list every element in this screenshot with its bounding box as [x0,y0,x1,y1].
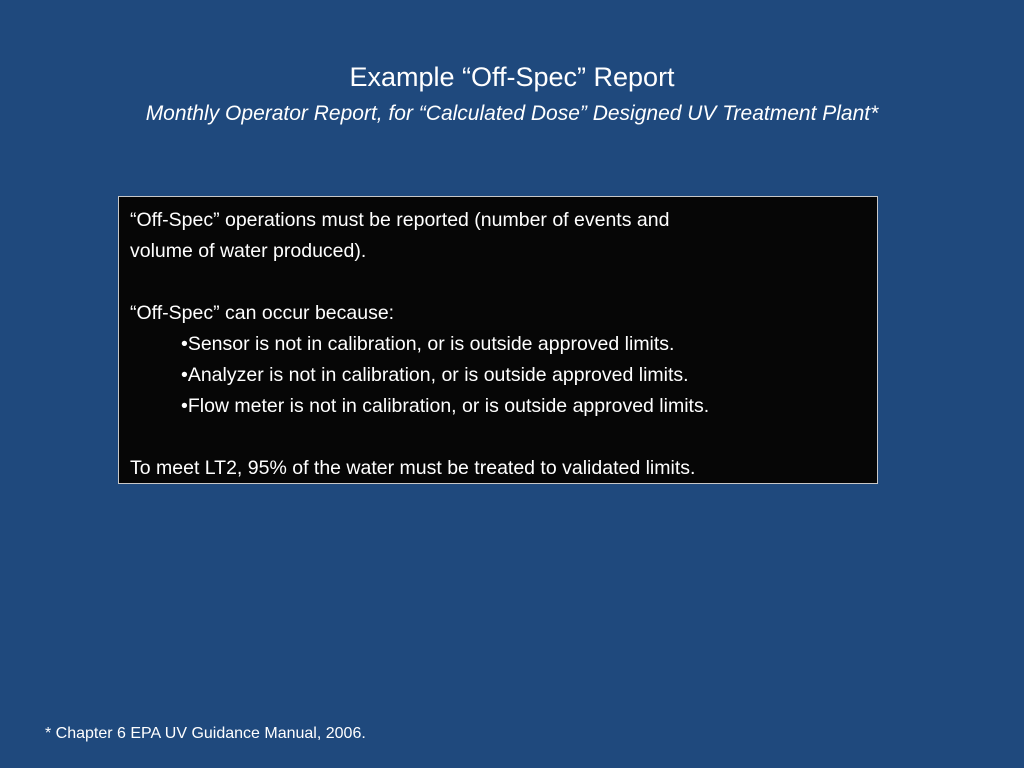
bullet-item-sensor: •Sensor is not in calibration, or is outside approved limits. [181,333,675,355]
causes-heading: “Off-Spec” can occur because: [130,302,395,324]
bullet-item-analyzer: •Analyzer is not in calibration, or is outside approved limits. [181,364,689,386]
content-box [118,196,878,484]
conclusion-text: To meet LT2, 95% of the water must be treated to validated limits. [130,457,696,479]
slide-title: Example “Off-Spec” Report [349,62,675,92]
bullet-item-flow-meter: •Flow meter is not in calibration, or is outside approved limits. [181,395,710,417]
intro-line-2: volume of water produced). [130,240,367,262]
paragraph-spacer [130,267,867,298]
intro-line-1: “Off-Spec” operations must be reported (number of events and [130,209,670,231]
paragraph-spacer [130,422,867,453]
slide-subtitle: Monthly Operator Report, for “Calculated Dose” Designed UV Treatment Plant* [145,102,879,125]
footnote: * Chapter 6 EPA UV Guidance Manual, 2006. [45,725,366,742]
